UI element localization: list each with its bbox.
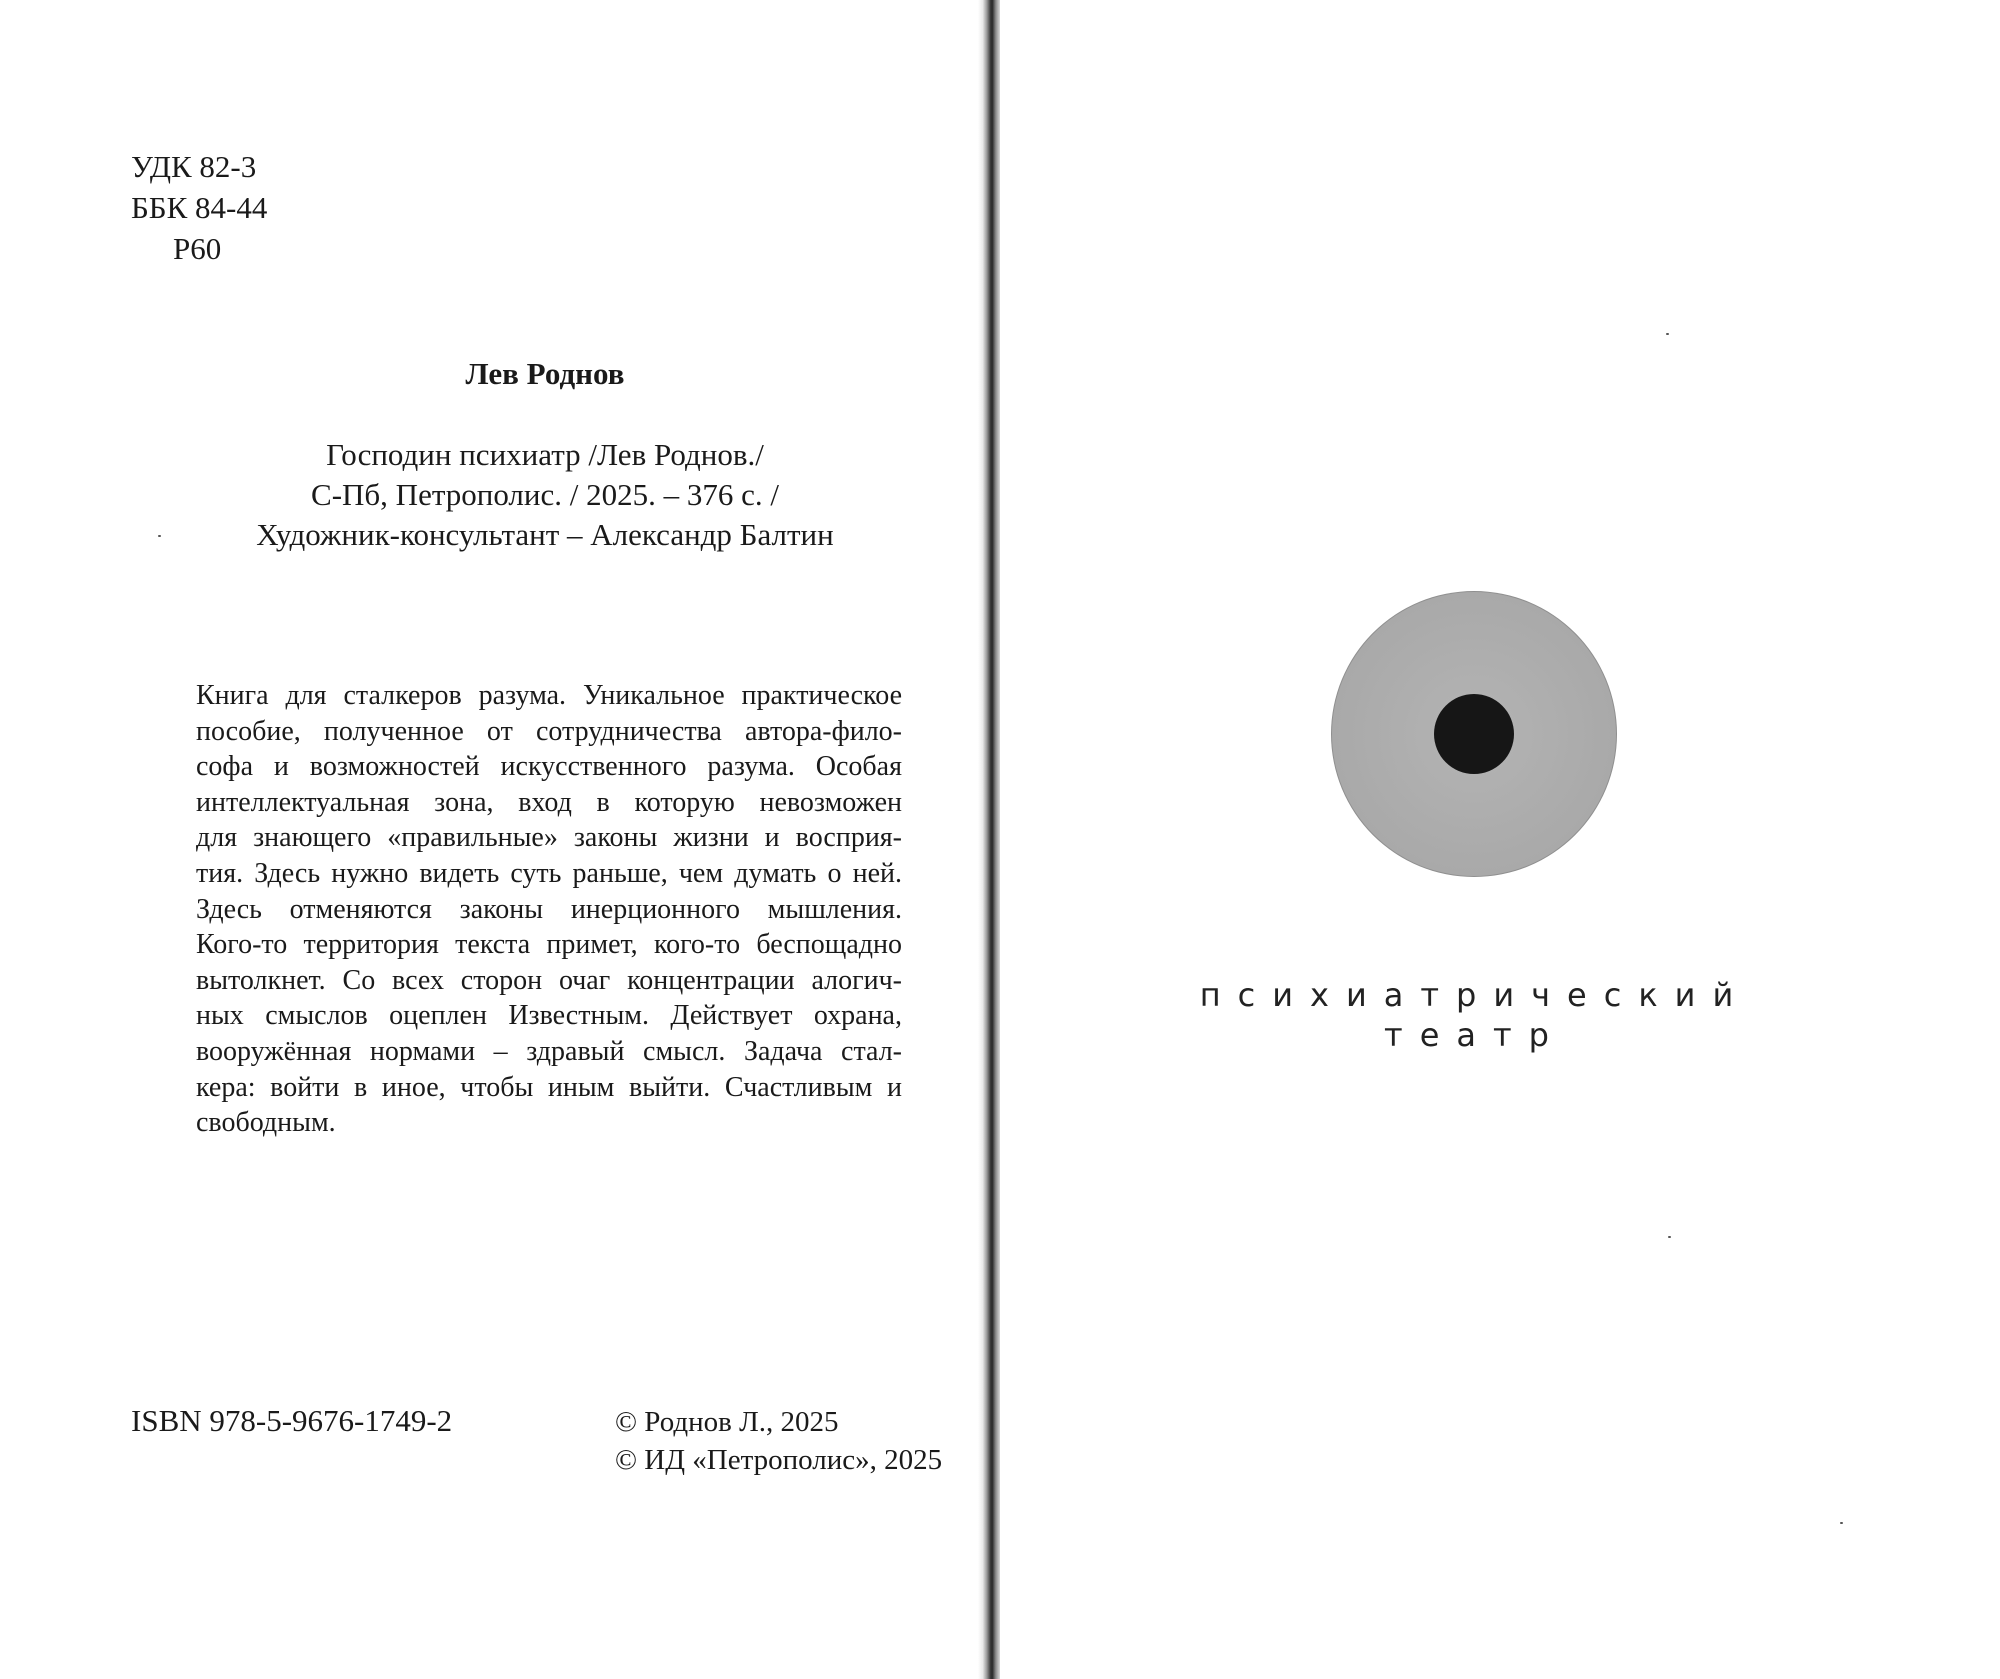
catalog-codes — [131, 146, 267, 269]
print-speck — [1840, 1522, 1843, 1524]
author-sign-code: Р60 — [173, 231, 222, 266]
annotation-line: ных смыслов оцеплен Известным. Действует охрана, — [196, 1000, 902, 1032]
left-page — [0, 0, 983, 1679]
series-title-line2: театр — [1384, 1016, 1566, 1054]
bbk-code: ББК 84-44 — [131, 190, 268, 225]
annotation-line: Здесь отменяются законы инерционного мышления. — [196, 893, 902, 925]
eye-emblem-pupil — [1434, 694, 1514, 774]
annotation-line: Кого-то территория текста примет, кого-то беспощадно — [196, 929, 902, 961]
print-speck — [1668, 1236, 1671, 1238]
annotation-line: вытолкнет. Со всех сторон очаг концентрации алогич- — [196, 964, 902, 996]
bibliographic-publisher-line: С-Пб, Петрополис. / 2025. – 376 с. / — [311, 477, 779, 512]
copyright-block — [615, 1403, 942, 1479]
annotation-paragraph — [196, 678, 902, 1141]
author-name: Лев Роднов — [465, 356, 625, 391]
annotation-line: тия. Здесь нужно видеть суть раньше, чем думать о ней. — [196, 857, 902, 889]
annotation-line: свободным. — [196, 1107, 336, 1139]
print-speck — [1666, 333, 1669, 335]
annotation-line: интеллектуальная зона, вход в которую невозможен — [196, 786, 902, 818]
bibliographic-title-line: Господин психиатр /Лев Роднов./ — [326, 437, 764, 472]
print-speck — [158, 535, 161, 537]
annotation-line: вооружённая нормами – здравый смысл. Задача стал- — [196, 1035, 902, 1067]
annotation-line: для знающего «правильные» законы жизни и восприя- — [196, 822, 902, 854]
udk-code: УДК 82-3 — [131, 149, 257, 184]
bibliographic-artist-line: Художник-консультант – Александр Балтин — [256, 517, 834, 552]
copyright-publisher: © ИД «Петрополис», 2025 — [615, 1444, 943, 1476]
annotation-line: софа и возможностей искусственного разума. Особая — [196, 751, 902, 783]
isbn-number: ISBN 978-5-9676-1749-2 — [131, 1403, 453, 1438]
annotation-line: пособие, полученное от сотрудничества автора-фило- — [196, 715, 902, 747]
copyright-author: © Роднов Л., 2025 — [615, 1406, 839, 1438]
eye-emblem — [1332, 592, 1616, 876]
series-title — [1100, 975, 1850, 1055]
annotation-line: кера: войти в иное, чтобы иным выйти. Счастливым и — [196, 1071, 902, 1103]
series-title-line1: психиатрический — [1199, 976, 1751, 1014]
annotation-line: Книга для сталкеров разума. Уникальное практическое — [196, 680, 902, 711]
bibliographic-record — [0, 435, 1090, 555]
